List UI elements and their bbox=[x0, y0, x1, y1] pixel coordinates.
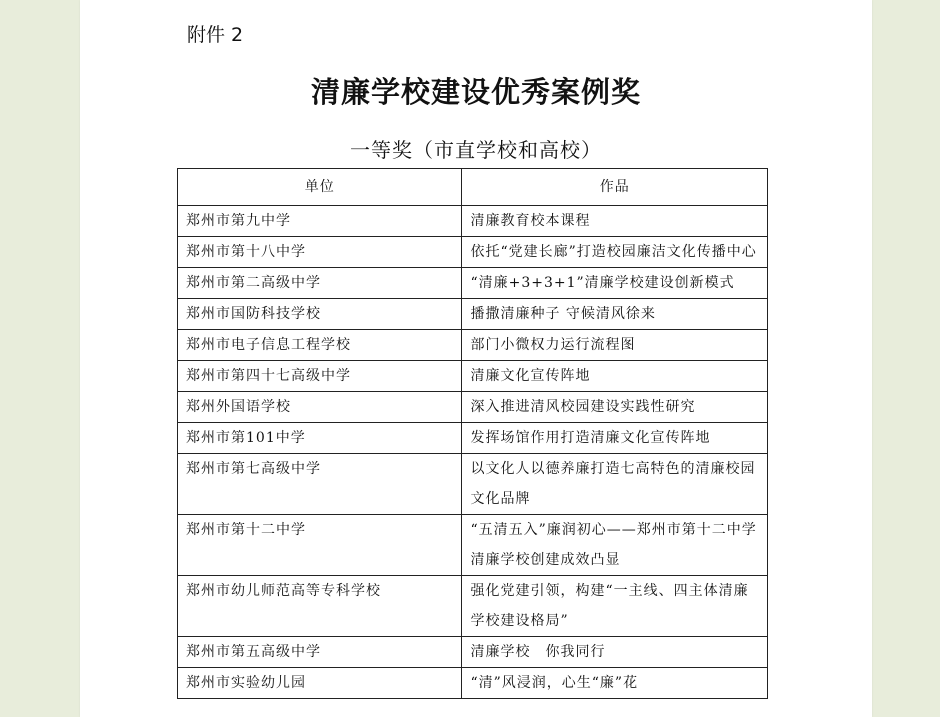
table-row bbox=[178, 668, 768, 699]
header-unit: 单位 bbox=[178, 169, 462, 206]
document-page bbox=[80, 0, 872, 717]
unit-cell: 郑州市第十八中学 bbox=[178, 237, 462, 268]
unit-cell: 郑州市国防科技学校 bbox=[178, 299, 462, 330]
work-cell: 清廉文化宣传阵地 bbox=[462, 361, 768, 392]
work-cell: 清廉教育校本课程 bbox=[462, 206, 768, 237]
table-row bbox=[178, 237, 768, 268]
work-cell: “五清五入”廉润初心——郑州市第十二中学清廉学校创建成效凸显 bbox=[462, 515, 768, 576]
unit-cell: 郑州市电子信息工程学校 bbox=[178, 330, 462, 361]
work-cell: 播撒清廉种子 守候清风徐来 bbox=[462, 299, 768, 330]
work-cell: 清廉学校 你我同行 bbox=[462, 637, 768, 668]
table-row bbox=[178, 637, 768, 668]
unit-cell: 郑州市第四十七高级中学 bbox=[178, 361, 462, 392]
page-title: 清廉学校建设优秀案例奖 bbox=[310, 75, 641, 109]
unit-cell: 郑州市实验幼儿园 bbox=[178, 668, 462, 699]
unit-cell: 郑州市第九中学 bbox=[178, 206, 462, 237]
unit-cell: 郑州市第五高级中学 bbox=[178, 637, 462, 668]
table-row bbox=[178, 423, 768, 454]
table-row bbox=[178, 206, 768, 237]
work-cell: 以文化人以德养廉打造七高特色的清廉校园文化品牌 bbox=[462, 454, 768, 515]
table-row bbox=[178, 515, 768, 576]
attachment-label: 附件 2 bbox=[187, 24, 244, 46]
unit-cell: 郑州市第101中学 bbox=[178, 423, 462, 454]
table-header-row bbox=[178, 169, 768, 206]
table-row bbox=[178, 361, 768, 392]
table-row bbox=[178, 454, 768, 515]
unit-cell: 郑州市幼儿师范高等专科学校 bbox=[178, 576, 462, 637]
work-cell: 部门小微权力运行流程图 bbox=[462, 330, 768, 361]
table-row bbox=[178, 330, 768, 361]
unit-cell: 郑州市第二高级中学 bbox=[178, 268, 462, 299]
table-row bbox=[178, 268, 768, 299]
work-cell: 深入推进清风校园建设实践性研究 bbox=[462, 392, 768, 423]
table-row bbox=[178, 392, 768, 423]
unit-cell: 郑州外国语学校 bbox=[178, 392, 462, 423]
award-subtitle: 一等奖（市直学校和高校） bbox=[350, 138, 602, 162]
work-cell: 依托“党建长廊”打造校园廉洁文化传播中心 bbox=[462, 237, 768, 268]
table-row bbox=[178, 299, 768, 330]
table-row bbox=[178, 576, 768, 637]
awards-table bbox=[177, 168, 768, 699]
unit-cell: 郑州市第七高级中学 bbox=[178, 454, 462, 515]
work-cell: “清”风浸润，心生“廉”花 bbox=[462, 668, 768, 699]
work-cell: 强化党建引领，构建“一主线、四主体清廉学校建设格局” bbox=[462, 576, 768, 637]
work-cell: 发挥场馆作用打造清廉文化宣传阵地 bbox=[462, 423, 768, 454]
header-work: 作品 bbox=[462, 169, 768, 206]
work-cell: “清廉+3+3+1”清廉学校建设创新模式 bbox=[462, 268, 768, 299]
unit-cell: 郑州市第十二中学 bbox=[178, 515, 462, 576]
